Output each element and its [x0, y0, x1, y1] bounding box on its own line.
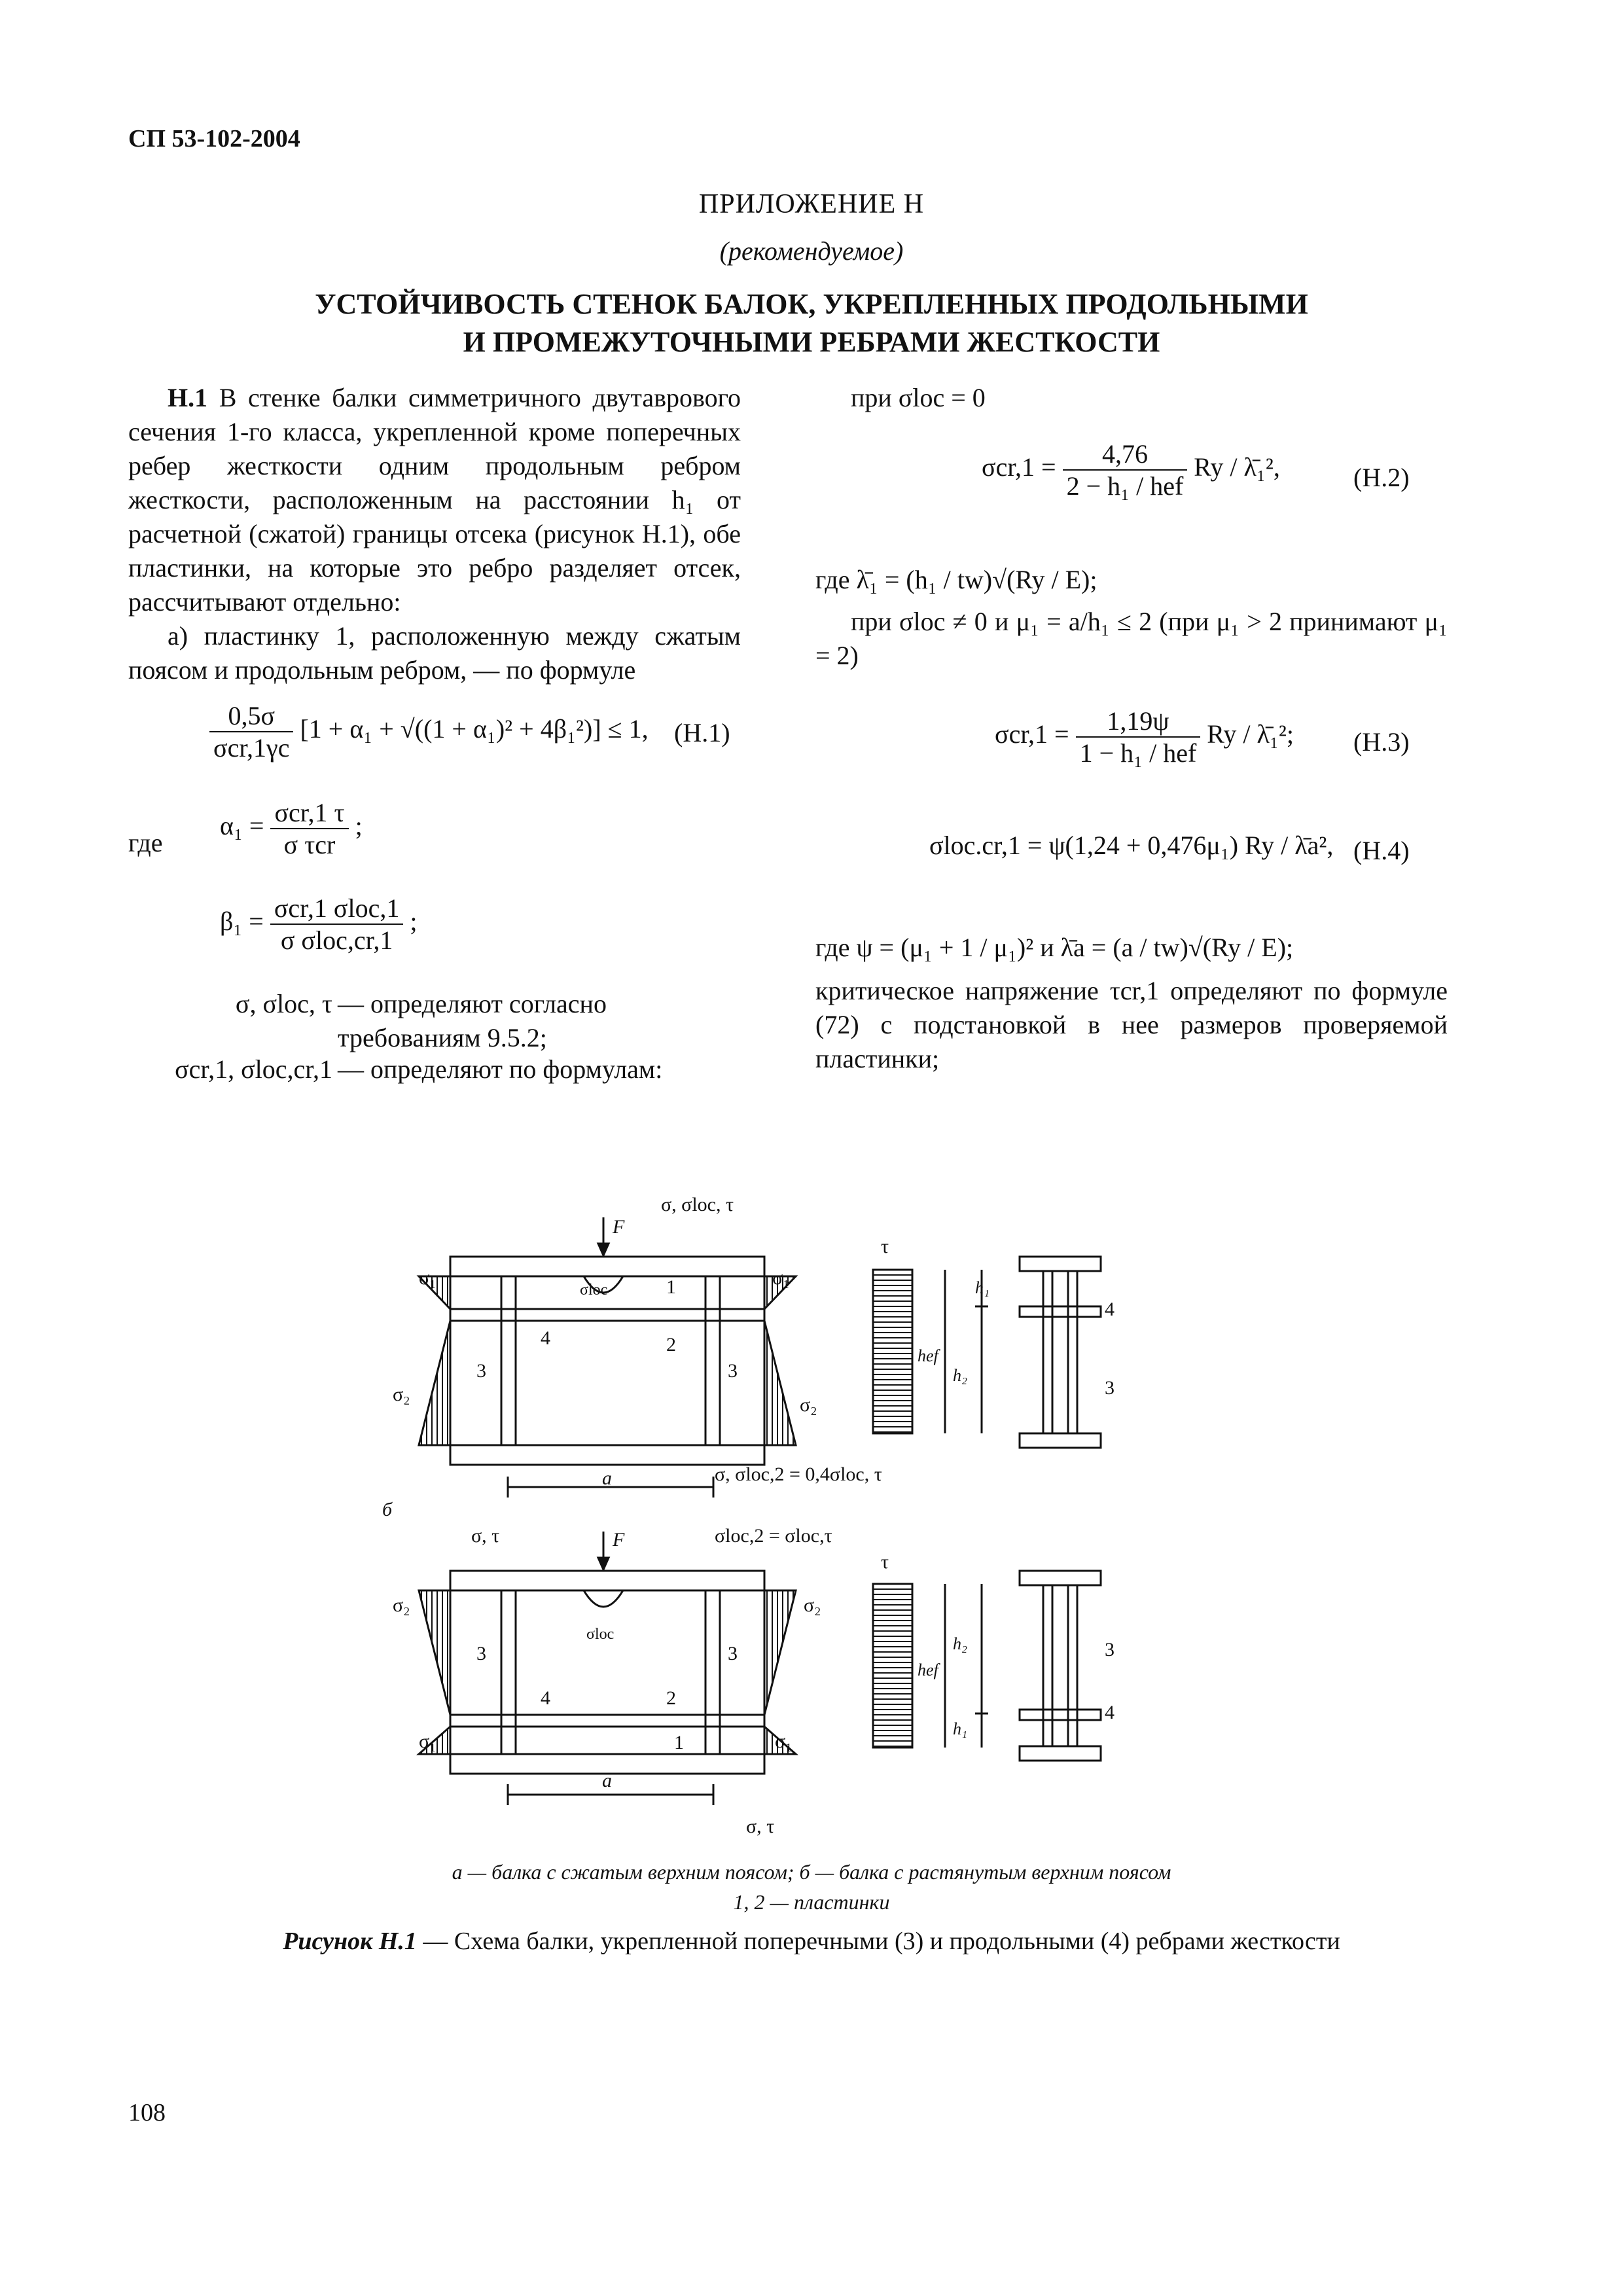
lambda-definition: где λ̄₁ = (h₁ / tw)√(Ry / E); — [815, 565, 1097, 594]
clause-number: Н.1 — [168, 383, 208, 412]
formula-n3-numerator: 1,19ψ — [1076, 706, 1201, 738]
formula-n2-denominator: 2 − h₁ / hef — [1066, 471, 1184, 501]
top-flange-b — [450, 1571, 764, 1590]
fig-stiffener-3-right-b: 3 — [728, 1643, 738, 1664]
fig-tau-a: τ — [881, 1236, 889, 1257]
formula-n2-tail: Ry / λ̄₁², — [1194, 452, 1280, 482]
stiffener-right-b — [705, 1590, 720, 1754]
formula-n1-body: [1 + α₁ + √((1 + α₁)² + 4β₁²)] ≤ 1, — [300, 714, 649, 744]
section-long-rib-b — [1020, 1710, 1101, 1720]
equation-number-n4: (Н.4) — [1353, 836, 1410, 865]
fig-rib-4-a: 4 — [541, 1327, 550, 1349]
fig-stiffener-3-left-b: 3 — [476, 1643, 486, 1664]
fig-stiffener-3-right-a: 3 — [728, 1360, 738, 1382]
fig-hef-a: hef — [918, 1346, 938, 1365]
definition-2-text: — определяют по формулам: — [338, 1054, 663, 1084]
equation-number-n1: (Н.1) — [674, 718, 730, 747]
fig-sigma-loc-b: σloc — [586, 1626, 615, 1643]
formula-n1-numerator: 0,5σ — [209, 700, 293, 732]
clause-text: В стенке балки симметричного двутаврового сечения 1-го класса, укрепленной кроме поперечных ребер жесткости одним продольным ребром жесткости, расположенным на расстоянии h₁ от расчетной (сжатой) границы отсека (рисунок Н.1), обе пластинки, на которые это ребро разделяет отсек, рассчитывают отдельно: — [128, 383, 741, 617]
alpha-lhs: α₁ = — [220, 811, 264, 841]
fig-bottom-stress-b: σ, τ — [746, 1816, 775, 1837]
fig-dim-a-label: a — [602, 1467, 612, 1489]
sigma2-left-diagram-b — [419, 1590, 450, 1715]
formula-n3-tail: Ry / λ̄₁²; — [1207, 719, 1294, 749]
beta-denominator: σ σloc,cr,1 — [280, 925, 393, 955]
stiffener-left-b — [501, 1590, 516, 1754]
fig-sigma1-left-a: σ₁ — [419, 1267, 437, 1289]
fig-force-a: F — [613, 1216, 625, 1238]
section-bottom-flange-a — [1020, 1433, 1101, 1448]
beta-numerator: σcr,1 σloc,1 — [270, 893, 403, 925]
definition-1-text: — определяют согласно требованиям 9.5.2; — [338, 989, 607, 1052]
running-header: СП 53-102-2004 — [128, 125, 300, 152]
formula-n2-lhs: σcr,1 = — [982, 452, 1056, 482]
section-top-flange-b — [1020, 1571, 1101, 1585]
longitudinal-rib-a — [450, 1309, 764, 1321]
sigma2-right-diagram-a — [764, 1321, 796, 1445]
formula-n1-denominator: σcr,1γc — [213, 733, 290, 762]
fig-mid-stress: σ, σloc,2 = 0,4σloc, τ — [715, 1463, 882, 1485]
formula-n2-numerator: 4,76 — [1063, 439, 1188, 471]
fig-sigma2-right-b: σ₂ — [804, 1594, 821, 1616]
fig-section-3-b: 3 — [1105, 1639, 1115, 1660]
top-flange-a — [450, 1257, 764, 1276]
fig-top-left-b: σ, τ — [471, 1525, 500, 1547]
fig-dim-a-label-b: a — [602, 1770, 612, 1791]
formula-n3-denominator: 1 − h₁ / hef — [1079, 738, 1197, 768]
fig-sigma2-left-b: σ₂ — [393, 1594, 410, 1616]
appendix-status: (рекомендуемое) — [719, 236, 904, 266]
psi-definition: где ψ = (μ₁ + 1 / μ₁)² и λ̄a = (a / tw)√(Ry / E); — [815, 933, 1294, 962]
formula-n4: σloc.cr,1 = ψ(1,24 + 0,476μ₁) Ry / λ̄a², — [929, 831, 1334, 860]
section-top-flange-a — [1020, 1257, 1101, 1271]
tau-critical-text: критическое напряжение τcr,1 определяют по формуле (72) с подстановкой в нее размеров проверяемой пластинки; — [815, 976, 1448, 1073]
section-b — [873, 1571, 1101, 1761]
fig-plate-2-b: 2 — [666, 1687, 676, 1709]
fig-sigma1-left-b: σ₁ — [419, 1731, 437, 1752]
sigma2-right-diagram-b — [764, 1590, 796, 1715]
section-long-rib-a — [1020, 1306, 1101, 1317]
fig-h1-a: h₁ — [975, 1278, 990, 1297]
paragraph-item-a: а) пластинку 1, расположенную между сжатым поясом и продольным ребром, — по формуле — [128, 621, 741, 685]
longitudinal-rib-b — [450, 1715, 764, 1727]
tau-diagram-b — [873, 1584, 912, 1748]
fig-plate-1-b: 1 — [674, 1732, 684, 1753]
equation-number-n2: (Н.2) — [1353, 463, 1410, 492]
fig-top-stress-label: σ, σloc, τ — [661, 1194, 734, 1215]
alpha-numerator: σcr,1 τ — [270, 797, 348, 829]
fig-h2-a: h₂ — [953, 1366, 968, 1385]
equation-number-n3: (Н.3) — [1353, 727, 1410, 757]
fig-sigma1-right-a: σ₁ — [772, 1267, 790, 1289]
formula-beta: β₁ = $\frac{\text{σcr,1 σloc,1}}{\text{σ σloc,cr,1}}$ ; — [220, 893, 418, 955]
fig-section-4-a: 4 — [1105, 1299, 1115, 1320]
title-line-1: УСТОЙЧИВОСТЬ СТЕНОК БАЛОК, УКРЕПЛЕННЫХ ПРОДОЛЬНЫМИ — [315, 288, 1308, 320]
condition-1: при σloc = 0 — [851, 383, 986, 412]
fig-plate-1-a: 1 — [666, 1276, 676, 1298]
page-number: 108 — [128, 2099, 166, 2126]
beam-a — [419, 1217, 796, 1498]
stiffener-right-a — [705, 1276, 720, 1445]
title-line-2: И ПРОМЕЖУТОЧНЫМИ РЕБРАМИ ЖЕСТКОСТИ — [463, 326, 1160, 358]
fig-sigma2-right-a: σ₂ — [800, 1394, 817, 1416]
definition-2-symbol: σcr,1, σloc,cr,1 — [175, 1054, 332, 1084]
appendix-label: ПРИЛОЖЕНИЕ Н — [698, 189, 925, 219]
sigma-loc-diagram-b — [584, 1590, 623, 1607]
fig-h1-b: h₁ — [953, 1719, 968, 1738]
figure-title — [0, 1927, 1623, 1956]
beta-lhs: β₁ = — [220, 906, 264, 937]
formula-n3-lhs: σcr,1 = — [995, 719, 1069, 749]
fig-hef-b: hef — [918, 1660, 938, 1679]
figure-caption-line-2: 1, 2 — пластинки — [733, 1890, 890, 1914]
figure-label: Рисунок Н.1 — [283, 1928, 417, 1955]
section-bottom-flange-b — [1020, 1746, 1101, 1761]
where-label: где — [128, 828, 163, 857]
fig-sigma1-right-b: σ₁ — [775, 1731, 793, 1752]
fig-tau-b: τ — [881, 1551, 889, 1573]
formula-alpha: α₁ = $\frac{\text{σcr,1 τ}}{\text{σ τcr}}$ ; — [220, 798, 363, 859]
force-arrow-a — [598, 1244, 609, 1255]
fig-plate-2-a: 2 — [666, 1334, 676, 1355]
force-arrow-b — [598, 1558, 609, 1570]
bottom-flange-a — [450, 1445, 764, 1465]
fig-h2-b: h₂ — [953, 1634, 968, 1653]
fig-sigma-loc-a: σloc — [580, 1282, 608, 1299]
fig-label-b: б — [382, 1499, 393, 1520]
tau-diagram-a — [873, 1270, 912, 1433]
fig-stiffener-3-left-a: 3 — [476, 1360, 486, 1382]
sigma2-left-diagram-a — [419, 1321, 450, 1445]
figure-title-text: — Схема балки, укрепленной поперечными (3) и продольными (4) ребрами жесткости — [416, 1928, 1340, 1955]
fig-section-4-b: 4 — [1105, 1702, 1115, 1723]
figure-caption-line-1: а — балка с сжатым верхним поясом; б — балка с растянутым верхним поясом — [452, 1860, 1171, 1884]
alpha-denominator: σ τcr — [283, 830, 336, 859]
fig-sigma2-left-a: σ₂ — [393, 1384, 410, 1405]
fig-section-3-a: 3 — [1105, 1377, 1115, 1399]
beam-b — [419, 1532, 796, 1805]
fig-rib-4-b: 4 — [541, 1687, 550, 1709]
definition-1-symbol: σ, σloc, τ — [235, 989, 332, 1018]
fig-force-b: F — [613, 1529, 625, 1551]
fig-top-right-b: σloc,2 = σloc,τ — [715, 1525, 832, 1547]
condition-2: при σloc ≠ 0 и μ₁ = a/h₁ ≤ 2 (при μ₁ > 2 принимают μ₁ = 2) — [815, 607, 1448, 670]
stiffener-left-a — [501, 1276, 516, 1445]
